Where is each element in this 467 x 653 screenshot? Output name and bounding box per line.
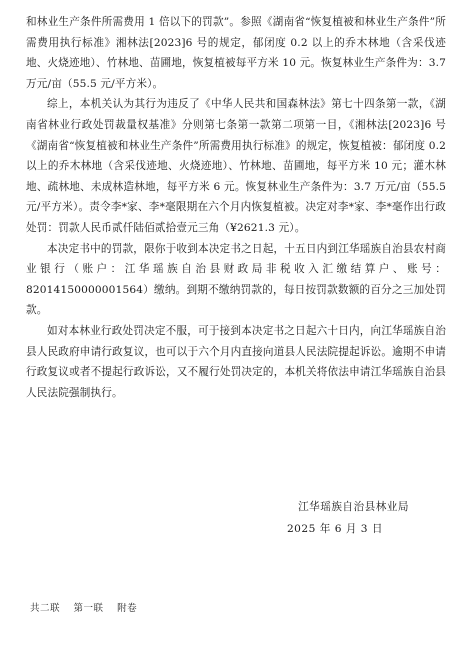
paragraph-appeal-rights: 如对本林业行政处罚决定不服，可于接到本决定书之日起六十日内，向江华瑶族自治县人民政府申请行政复议，也可以于六个月内直接向道县人民法院提起诉讼。逾期不申请行政复议或者不提起行政诉讼，又不履行处罚决定的，本机关将依法申请江华瑶族自治县人民法院强制执行。	[26, 324, 446, 399]
footer-copy-number: 第一联	[73, 603, 104, 614]
copy-footer	[30, 600, 147, 614]
document-body	[26, 12, 446, 403]
footer-total-copies: 共二联	[30, 603, 61, 614]
signature-date: 2025 年 6 月 3 日	[286, 523, 383, 535]
signature-organization: 江华瑶族自治县林业局	[298, 501, 409, 513]
paragraph-conclusion-decision: 综上，本机关认为其行为违反了《中华人民共和国森林法》第七十四条第一款，《湖南省林业行政处罚裁量权基准》分则第七条第一款第二项第一目，《湘林法[2023]6 号《湖南省“恢复植被和林业生产条件”所需费用执行标准》的规定，恢复植被：郁闭度 0.2 以上的乔木林地（含采伐迹地、火烧迹地）、竹林地、苗圃地，每平方米 10 元；灌木林地、疏林地、未成林造林地，每平方米 6 元。恢复林业生产条件为：3.7 万元/亩（55.5 元/平方米）。责令李*家、李*毫限期在六个月内恢复植被。决定对李*家、李*毫作出行政处罚：罚款人民币贰仟陆佰贰拾壹元三角（¥2621.3 元）。	[26, 98, 446, 234]
paragraph-payment-instructions: 本决定书中的罚款，限你于收到本决定书之日起，十五日内到江华瑶族自治县农村商业银行（账户：江华瑶族自治县财政局非税收入汇缴结算户、账号：82014150000001564）缴纳。到期不缴纳罚款的，每日按罚款数额的百分之三加处罚款。	[26, 242, 446, 317]
footer-copy-type: 附卷	[117, 603, 138, 614]
paragraph-continued-penalty-standard: 和林业生产条件所需费用 1 倍以下的罚款”。参照《湖南省“恢复植被和林业生产条件”所需费用执行标准》湘林法[2023]6 号的规定，郁闭度 0.2 以上的乔木林地（含采伐迹地、火烧迹地）、竹林地、苗圃地，恢复植被每平方米 10 元。恢复林业生产条件为：3.7 万元/亩（55.5 元/平方米）。	[26, 16, 446, 90]
